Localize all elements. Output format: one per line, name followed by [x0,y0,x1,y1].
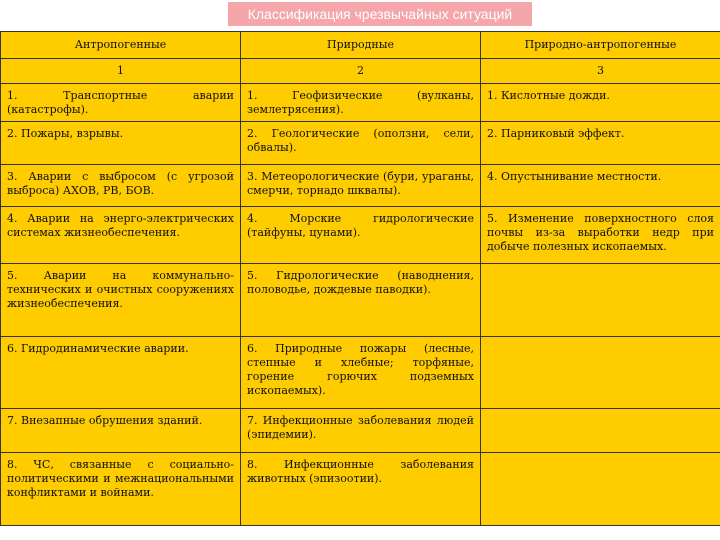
table-cell: 6. Природные пожары (лесные, степные и хлебные; торфяные, горение горючих подземных ископаемых). [241,337,481,409]
table-row [1,337,720,409]
table-cell [481,264,720,337]
table-row [1,453,720,526]
column-number: 3 [481,59,720,84]
table-row [1,165,720,207]
table-cell: 3. Метеорологические (бури, ураганы, смерчи, торнадо шквалы). [241,165,481,207]
table-row [1,84,720,122]
table-cell: 4. Аварии на энерго-электрических системах жизнеобеспечения. [1,207,241,264]
table-row [1,122,720,165]
table-row [1,409,720,453]
table-cell: 2. Пожары, взрывы. [1,122,241,165]
table-cell: 2. Геологические (оползни, сели, обвалы). [241,122,481,165]
header-cell: Природные [241,32,481,59]
table-cell: 5. Изменение поверхностного слоя почвы из-за выработки недр при добыче полезных ископаемых. [481,207,720,264]
table-cell: 5. Гидрологические (наводнения, половодье, дождевые паводки). [241,264,481,337]
page-title: Классификация чрезвычайных ситуаций [228,2,532,26]
table-cell [481,453,720,526]
table-cell: 8. Инфекционные заболевания животных (эпизоотии). [241,453,481,526]
table-cell: 1. Геофизические (вулканы, землетрясения). [241,84,481,122]
number-row [1,59,720,84]
column-number: 1 [1,59,241,84]
table-cell: 1. Транспортные аварии (катастрофы). [1,84,241,122]
table-cell: 5. Аварии на коммунально-технических и очистных сооружениях жизнеобеспечения. [1,264,241,337]
classification-table [0,31,720,526]
header-cell: Антропогенные [1,32,241,59]
table-cell: 3. Аварии с выбросом (с угрозой выброса) АХОВ, РВ, БОВ. [1,165,241,207]
table-cell: 7. Внезапные обрушения зданий. [1,409,241,453]
table-cell: 1. Кислотные дожди. [481,84,720,122]
table-cell: 7. Инфекционные заболевания людей (эпидемии). [241,409,481,453]
table-cell: 6. Гидродинамические аварии. [1,337,241,409]
table-cell: 2. Парниковый эффект. [481,122,720,165]
table-row [1,207,720,264]
table-cell [481,337,720,409]
table-cell: 8. ЧС, связанные с социально-политическими и межнациональными конфликтами и войнами. [1,453,241,526]
header-cell: Природно-антропогенные [481,32,720,59]
table-cell: 4. Морские гидрологические (тайфуны, цунами). [241,207,481,264]
header-row [1,32,720,59]
table-row [1,264,720,337]
table-cell [481,409,720,453]
column-number: 2 [241,59,481,84]
table-cell: 4. Опустынивание местности. [481,165,720,207]
